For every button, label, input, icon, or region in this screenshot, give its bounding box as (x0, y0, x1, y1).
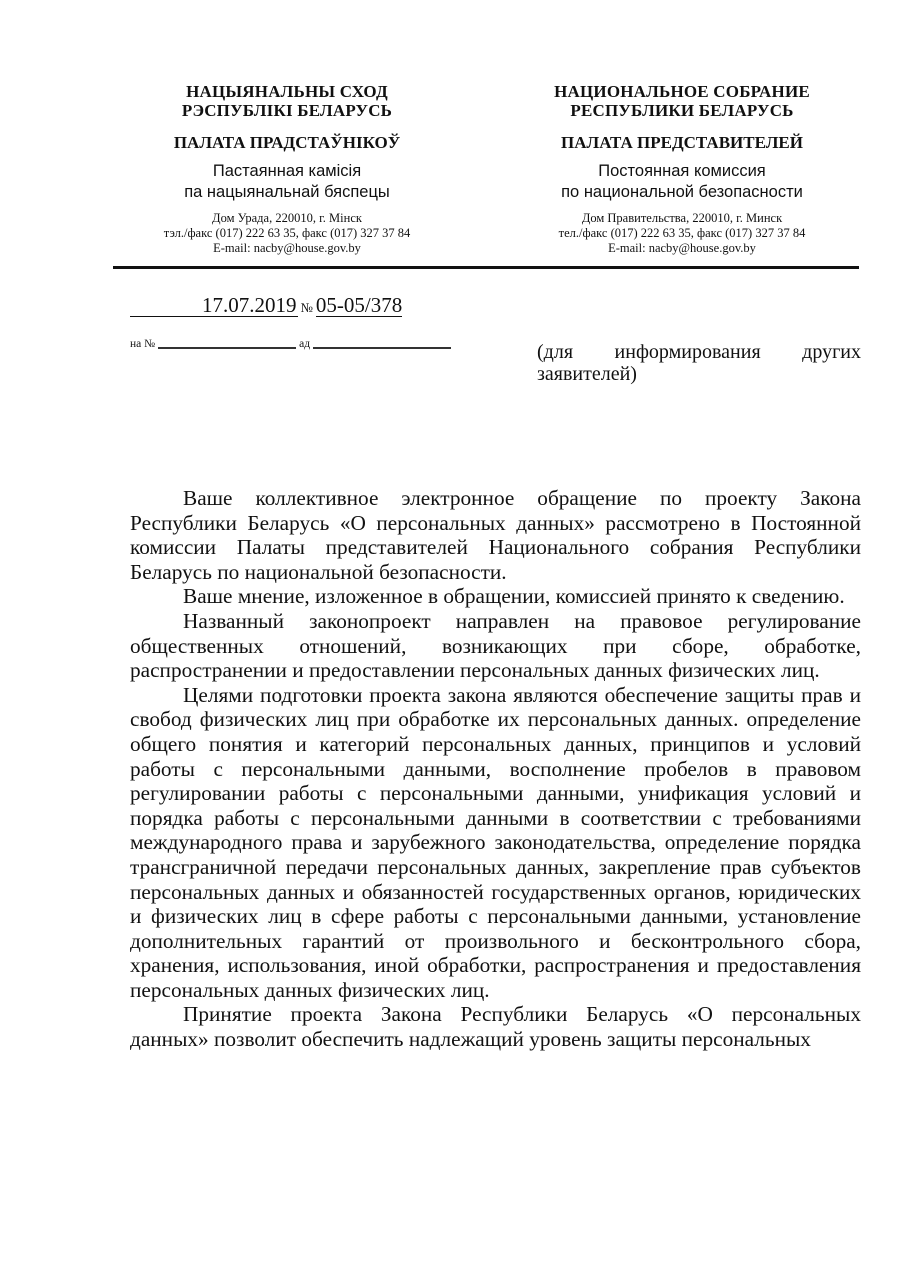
letterhead-divider (113, 266, 859, 269)
number-sign: № (300, 300, 313, 315)
phone: тэл./факс (017) 222 63 35, факс (017) 327 37 84 (163, 226, 411, 240)
address: Дом Урада, 220010, г. Мінск (212, 211, 362, 225)
commission-line-2: по национальной безопасности (561, 183, 803, 201)
registration-number: 05-05/378 (315, 293, 403, 317)
contacts-by (122, 211, 452, 256)
chamber-name-ru: ПАЛАТА ПРЕДСТАВИТЕЛЕЙ (561, 133, 803, 152)
registration-line (130, 293, 402, 318)
commission-name-ru (502, 161, 862, 203)
phone: тел./факс (017) 222 63 35, факс (017) 327 37 84 (558, 226, 806, 240)
ref-number-blank (158, 347, 296, 349)
org-name-by (122, 82, 452, 120)
email: E-mail: nacby@house.gov.by (213, 241, 361, 255)
commission-line-1: Постоянная комиссия (598, 162, 766, 180)
org-line-2: РЭСПУБЛІКІ БЕЛАРУСЬ (181, 101, 393, 120)
ref-number-label: на № (130, 338, 156, 350)
ref-from-label: ад (299, 338, 311, 350)
letterhead-belarusian (122, 82, 452, 256)
addressee (537, 341, 861, 385)
commission-line-1: Пастаянная камісія (212, 162, 362, 180)
commission-name-by (122, 161, 452, 203)
org-line-2: РЕСПУБЛИКИ БЕЛАРУСЬ (570, 101, 794, 120)
body-paragraph: Ваше мнение, изложенное в обращении, комиссией принято к сведению. (183, 584, 845, 609)
letterhead-russian (502, 82, 862, 256)
body-paragraph: Названный законопроект направлен на правовое регулирование общественных отношений, возникающих при сборе, обработке, распространении и предоставлении персональных данных физических лиц. (130, 608, 861, 683)
registration-date: 17.07.2019 (130, 294, 298, 317)
address: Дом Правительства, 220010, г. Минск (581, 211, 783, 225)
reference-line (130, 338, 454, 350)
addressee-line-1: (для информирования других (537, 341, 861, 363)
commission-line-2: па нацыянальнай бяспецы (184, 183, 390, 201)
letter-body (130, 486, 861, 1052)
org-line-1: НАЦЫЯНАЛЬНЫ СХОД (186, 82, 388, 101)
email: E-mail: nacby@house.gov.by (608, 241, 756, 255)
org-name-ru (502, 82, 862, 120)
chamber-name-by: ПАЛАТА ПРАДСТАЎНІКОЎ (173, 133, 401, 152)
body-paragraph: Целями подготовки проекта закона являются обеспечение защиты прав и свобод физических лиц при обработке их персональных данных. определение общего понятия и категорий персональных данных, принципов и условий работы с персональными данными, восполнение пробелов в правовом регулировании работы с персональными данными, унификация условий и порядка работы с персональными данными в соответствии с требованиями международного права и зарубежного законодательства, определение порядка трансграничной передачи персональных данных, закрепление прав субъектов персональных данных и обязанностей государственных органов, юридических и физических лиц в сфере работы с персональными данными, установление дополнительных гарантий от произвольного и бесконтрольного сбора, хранения, использования, иной обработки, распространения и предоставления персональных данных физических лиц. (130, 682, 861, 1002)
body-paragraph: Принятие проекта Закона Республики Беларусь «О персональных данных» позволит обеспечить надлежащий уровень защиты персональных (130, 1002, 861, 1052)
org-line-1: НАЦИОНАЛЬНОЕ СОБРАНИЕ (554, 82, 810, 101)
contacts-ru (502, 211, 862, 256)
body-paragraph: Ваше коллективное электронное обращение по проекту Закона Республики Беларусь «О персональных данных» рассмотрено в Постоянной комиссии Палаты представителей Национального собрания Республики Беларусь по национальной безопасности. (130, 486, 861, 584)
addressee-line-2: заявителей) (537, 363, 637, 385)
ref-date-blank (313, 347, 451, 349)
